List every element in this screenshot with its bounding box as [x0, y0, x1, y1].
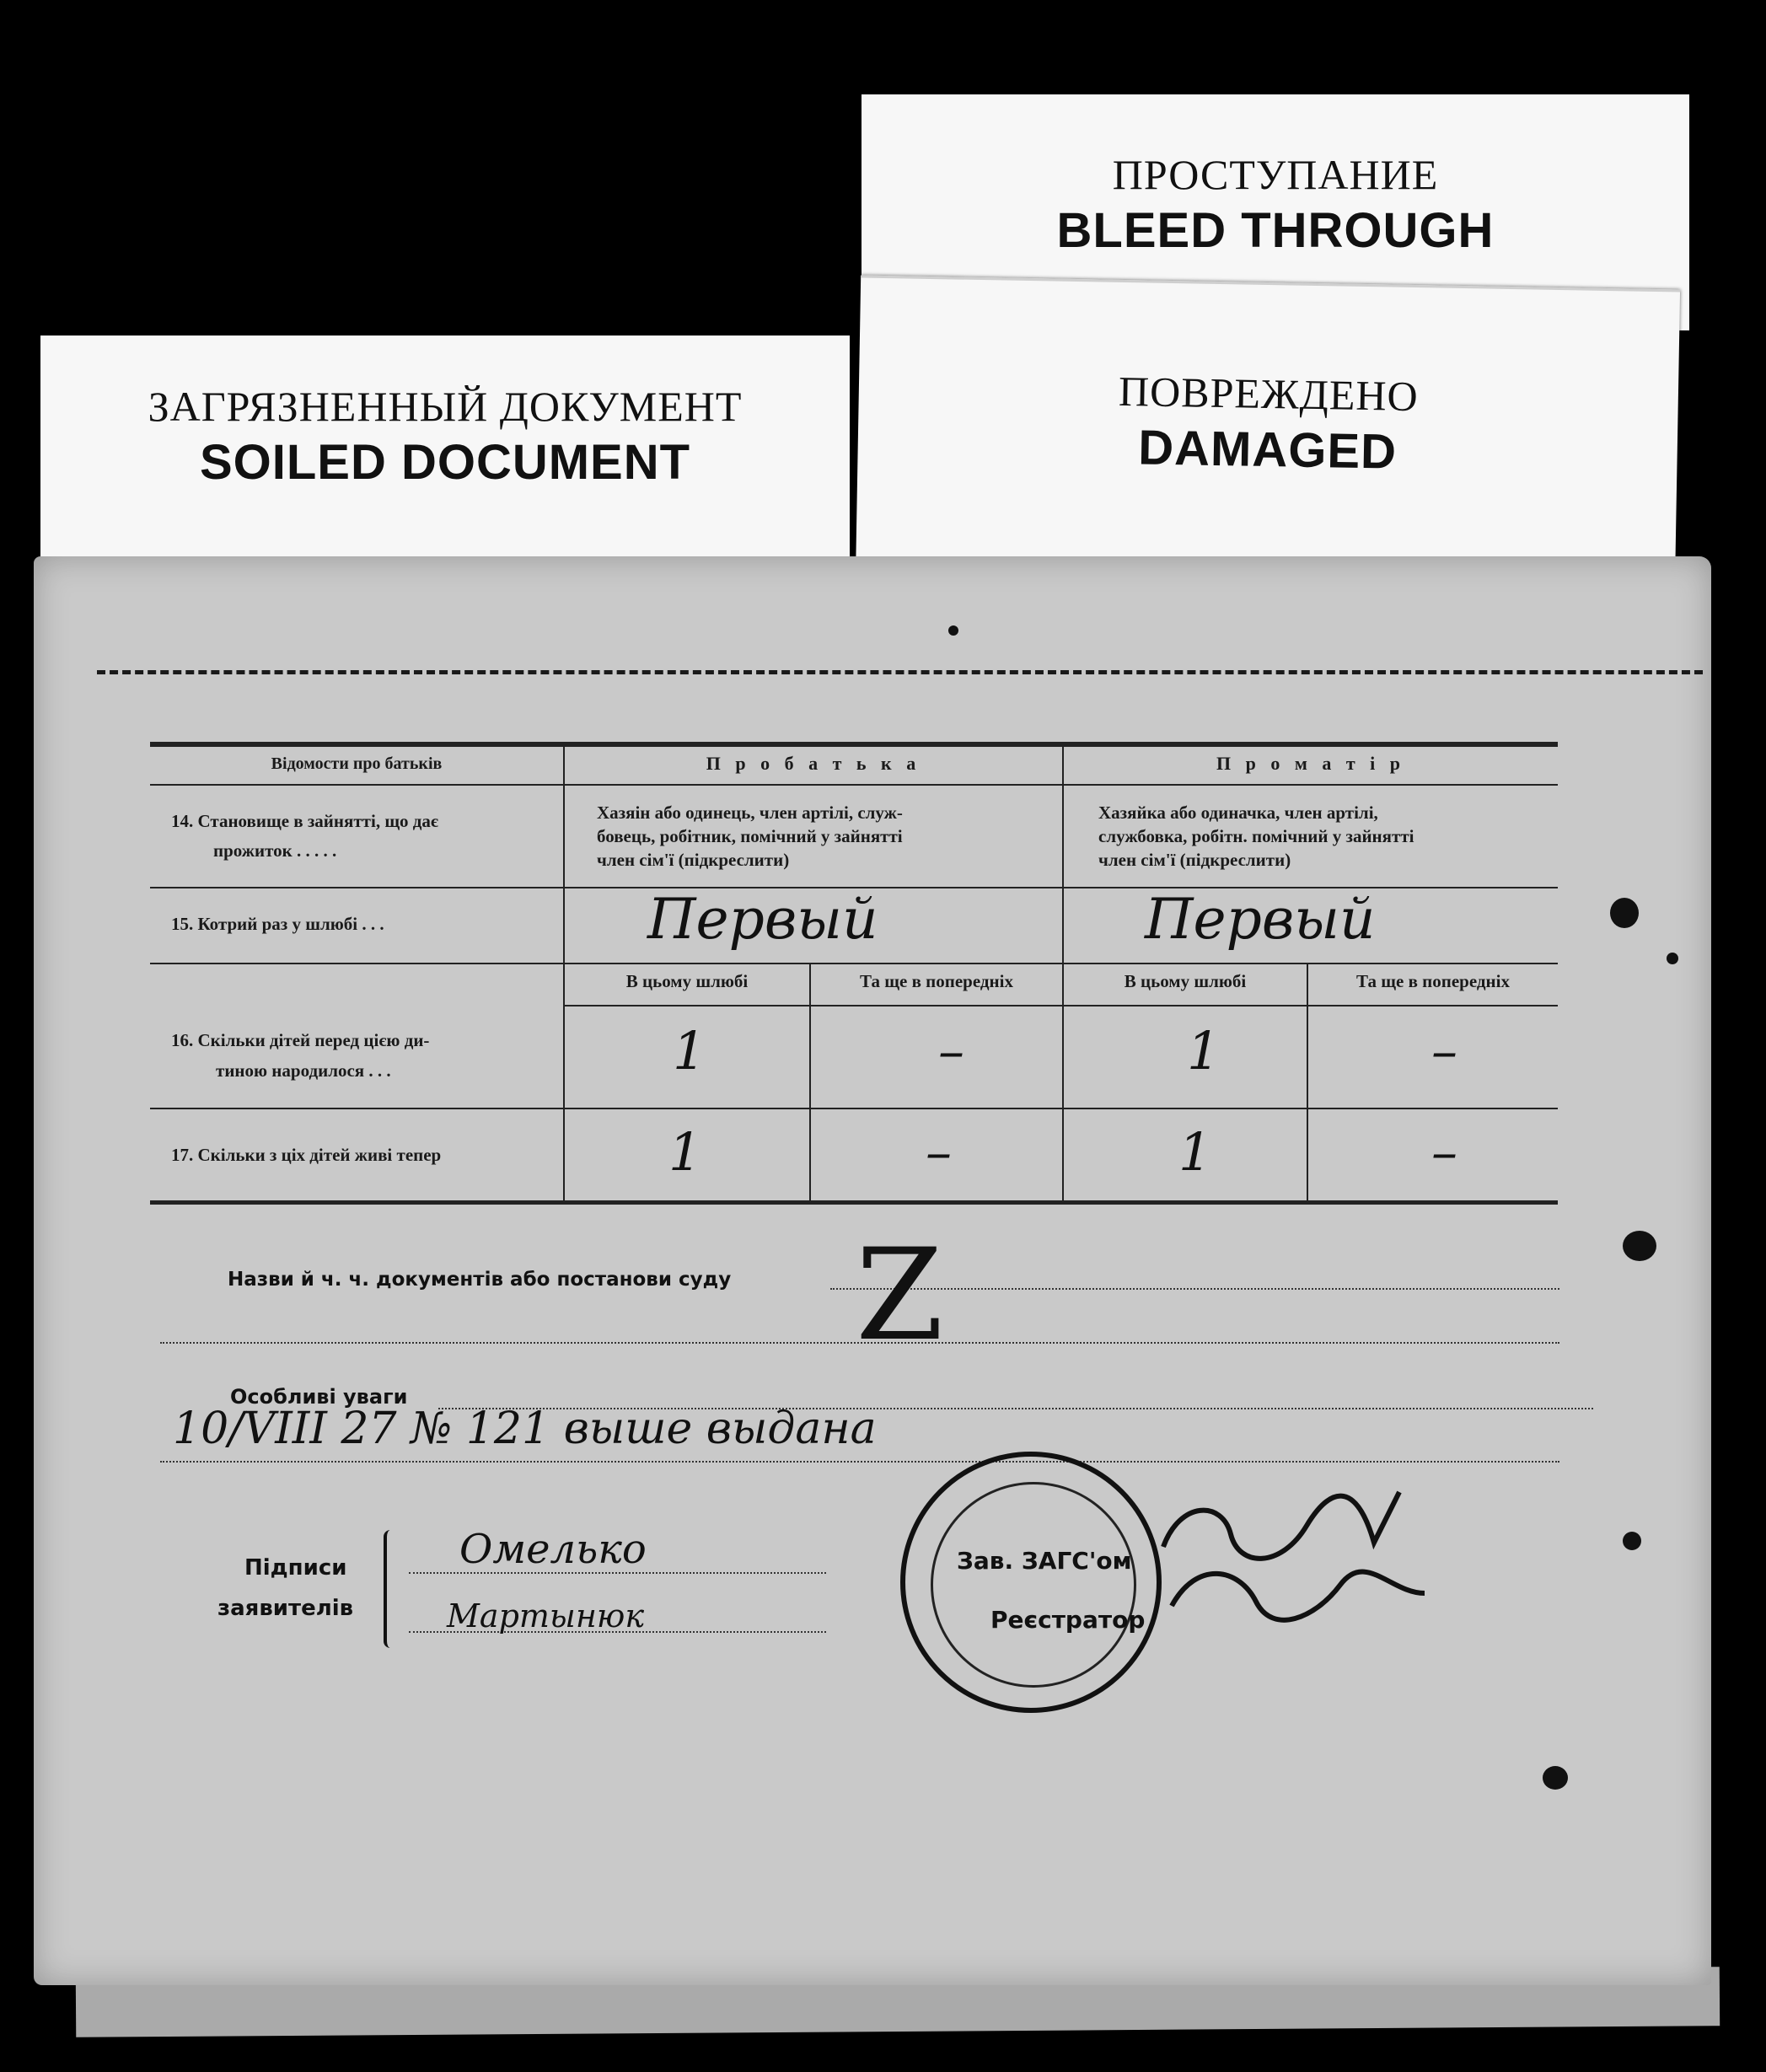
- damaged-ru: ПОВРЕЖДЕНО: [1118, 367, 1420, 421]
- punch-hole: [1667, 953, 1678, 964]
- soiled-ru: ЗАГРЯЗНЕННЫЙ ДОКУМЕНТ: [148, 383, 743, 430]
- row14-father-1: Хазяін або одинець, член артілі, служ-: [597, 802, 903, 823]
- row14-father-3: член сім'ї (підкреслити): [597, 850, 790, 870]
- soiled-en: SOILED DOCUMENT: [199, 435, 691, 490]
- row14-father-2: бовець, робітник, помічний у зайнятті: [597, 826, 903, 846]
- bleed-through-ru: ПРОСТУПАНИЕ: [1112, 151, 1439, 198]
- row17-mother-marriage: 1: [1178, 1121, 1212, 1183]
- row14-mother-2: службовка, робітн. помічний у зайнятті: [1098, 826, 1414, 846]
- row16-mother-marriage: 1: [1187, 1020, 1221, 1082]
- header-father: П р о б а т ь к а: [706, 753, 921, 774]
- punch-hole: [948, 625, 958, 636]
- soiled-document-flag: [40, 335, 850, 588]
- notes-value: 10/VIII 27 № 121 выше выдана: [173, 1404, 877, 1454]
- parents-info-table: [150, 742, 1558, 1204]
- notes-line-2: [160, 1461, 1559, 1463]
- notes-label: Особливі уваги: [230, 1385, 408, 1409]
- bleed-through-en: BLEED THROUGH: [1056, 203, 1495, 258]
- signature-1: Омелько: [459, 1526, 647, 1573]
- row17-father-marriage: 1: [668, 1121, 702, 1183]
- row16-sub-father-previous: Та ще в попередніх: [860, 971, 1013, 991]
- row14-label-1: 14. Становище в зайнятті, що дає: [171, 811, 439, 831]
- row16-father-marriage: 1: [673, 1020, 706, 1082]
- punch-hole: [1543, 1766, 1568, 1790]
- stamp-title: Зав. ЗАГС'ом: [957, 1547, 1132, 1575]
- row14-mother-3: член сім'ї (підкреслити): [1098, 850, 1291, 870]
- signature-2: Мартынюк: [447, 1597, 645, 1635]
- row14-label-2: прожиток . . . . .: [213, 840, 337, 861]
- header-mother: П р о м а т і р: [1216, 753, 1405, 774]
- row16-sub-mother-marriage: В цьому шлюбі: [1124, 971, 1247, 991]
- damaged-flag: [856, 276, 1680, 596]
- signatures-label-1: Підписи: [244, 1555, 347, 1581]
- official-stamp: [900, 1452, 1162, 1713]
- row17-label: 17. Скільки з ціх дітей живі тепер: [171, 1145, 442, 1165]
- punch-hole: [1610, 898, 1639, 928]
- row16-label-1: 16. Скільки дітей перед цією ди-: [171, 1030, 430, 1050]
- row17-mother-previous: –: [1431, 1121, 1457, 1183]
- row14-mother-1: Хазяйка або одиначка, член артілі,: [1098, 802, 1378, 823]
- row15-mother-value: Первый: [1145, 887, 1376, 952]
- registrar-signature: [1146, 1467, 1433, 1627]
- row17-father-previous: –: [926, 1121, 952, 1183]
- stamp-inner-ring: [931, 1482, 1136, 1688]
- damaged-en: DAMAGED: [1137, 420, 1398, 480]
- punch-hole: [1623, 1532, 1641, 1550]
- signatures-label-2: заявителів: [217, 1596, 354, 1621]
- row15-father-value: Первый: [647, 887, 878, 952]
- documents-label: Назви й ч. ч. документів або постанови суду: [228, 1269, 732, 1291]
- stamp-registrar: Реєстратор: [990, 1606, 1146, 1634]
- row16-father-previous: –: [938, 1020, 964, 1082]
- documents-value: Z: [856, 1222, 944, 1369]
- row16-sub-father-marriage: В цьому шлюбі: [625, 971, 749, 991]
- header-label: Відомости про батьків: [271, 754, 443, 773]
- row16-label-2: тиною народилося . . .: [216, 1060, 391, 1081]
- signatures-brace: [384, 1530, 397, 1648]
- row15-label: 15. Котрий раз у шлюбі . . .: [171, 914, 384, 934]
- row16-sub-mother-previous: Та ще в попередніх: [1356, 971, 1510, 991]
- punch-hole: [1623, 1231, 1656, 1261]
- perforation-line: [97, 670, 1703, 674]
- row16-mother-previous: –: [1431, 1020, 1457, 1082]
